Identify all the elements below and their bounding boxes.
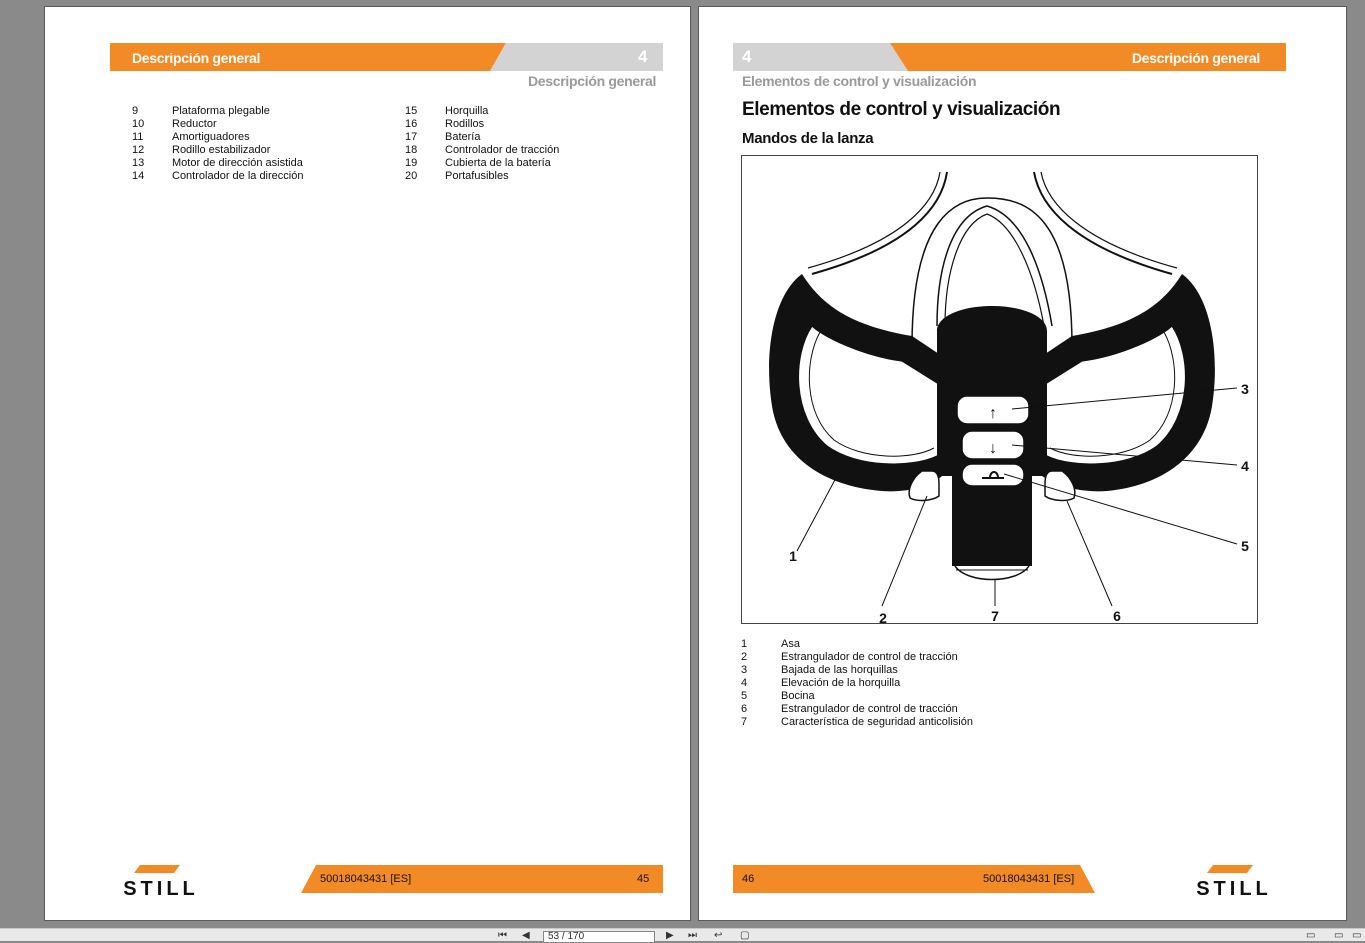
callout-3: 3 [1241, 381, 1249, 397]
list-item: 1 Asa [741, 638, 800, 650]
two-page-icon[interactable]: ▭ [1334, 930, 1344, 941]
chapter-number: 4 [638, 47, 648, 66]
list-item: 15 Horquilla [405, 105, 489, 117]
still-logo [1183, 864, 1285, 898]
first-page-icon[interactable]: ⏮ [498, 930, 507, 941]
continuous-icon[interactable]: ▭ [1352, 930, 1362, 941]
next-page-icon[interactable]: ▶ [666, 930, 674, 941]
list-item: 17 Batería [405, 131, 481, 143]
go-back-icon[interactable]: ↩ [714, 930, 723, 941]
document-page-left [44, 6, 691, 921]
still-logo [110, 864, 212, 898]
doc-number: 50018043431 [ES] [320, 873, 412, 885]
page-number: 46 [742, 873, 755, 885]
list-item: 4 Elevación de la horquilla [741, 677, 901, 689]
svg-text:↓: ↓ [989, 440, 997, 457]
section-heading: Elementos de control y visualización [742, 99, 1061, 120]
callout-2: 2 [879, 610, 887, 625]
footer-band [733, 865, 1095, 893]
header-band [733, 43, 1286, 71]
figure-legend [741, 638, 973, 729]
list-item: 13 Motor de dirección asistida [132, 157, 303, 169]
header-title: Descripción general [132, 50, 261, 66]
svg-text:↑: ↑ [989, 405, 997, 422]
tiller-figure [741, 155, 1258, 624]
list-item: 19 Cubierta de la batería [405, 157, 551, 169]
last-page-icon[interactable]: ⏭ [688, 930, 697, 941]
sub-header: Elementos de control y visualización [742, 73, 977, 89]
header-band [110, 43, 663, 71]
prev-page-icon[interactable]: ◀ [522, 930, 530, 941]
list-item: 14 Controlador de la dirección [132, 170, 304, 182]
page-number: 45 [637, 873, 650, 885]
doc-number: 50018043431 [ES] [983, 873, 1075, 885]
viewer-toolbar [0, 928, 1365, 941]
callout-7: 7 [991, 608, 999, 624]
parts-list-col2 [405, 105, 559, 183]
list-item: 6 Estrangulador de control de tracción [741, 703, 958, 715]
page-number-input[interactable]: 53 / 170 [543, 931, 655, 943]
chapter-number: 4 [742, 47, 752, 66]
svg-text:STILL: STILL [123, 878, 199, 898]
list-item: 7 Característica de seguridad anticolisión [741, 716, 973, 728]
callout-4: 4 [1241, 458, 1249, 474]
footer-band [301, 865, 663, 893]
tiller-illustration [742, 156, 1259, 625]
list-item: 10 Reductor [132, 118, 217, 130]
list-item: 3 Bajada de las horquillas [741, 664, 898, 676]
list-item: 18 Controlador de tracción [405, 144, 560, 156]
callout-1: 1 [789, 548, 797, 564]
list-item: 5 Bocina [741, 690, 815, 702]
sub-header: Descripción general [528, 73, 657, 89]
list-item: 9 Plataforma plegable [132, 105, 270, 117]
list-item: 11 Amortiguadores [132, 131, 250, 143]
callout-6: 6 [1113, 608, 1121, 624]
svg-text:STILL: STILL [1196, 878, 1272, 898]
list-item: 2 Estrangulador de control de tracción [741, 651, 958, 663]
parts-list-col1 [132, 105, 303, 183]
header-title: Descripción general [1131, 50, 1260, 66]
list-item: 20 Portafusibles [405, 170, 509, 182]
list-item: 16 Rodillos [405, 118, 485, 130]
section-subheading: Mandos de la lanza [742, 130, 874, 147]
page-view-icon[interactable]: ▢ [740, 930, 750, 941]
single-page-icon[interactable]: ▭ [1306, 930, 1316, 941]
list-item: 12 Rodillo estabilizador [132, 144, 271, 156]
callout-5: 5 [1241, 538, 1249, 554]
document-page-right [698, 6, 1347, 921]
